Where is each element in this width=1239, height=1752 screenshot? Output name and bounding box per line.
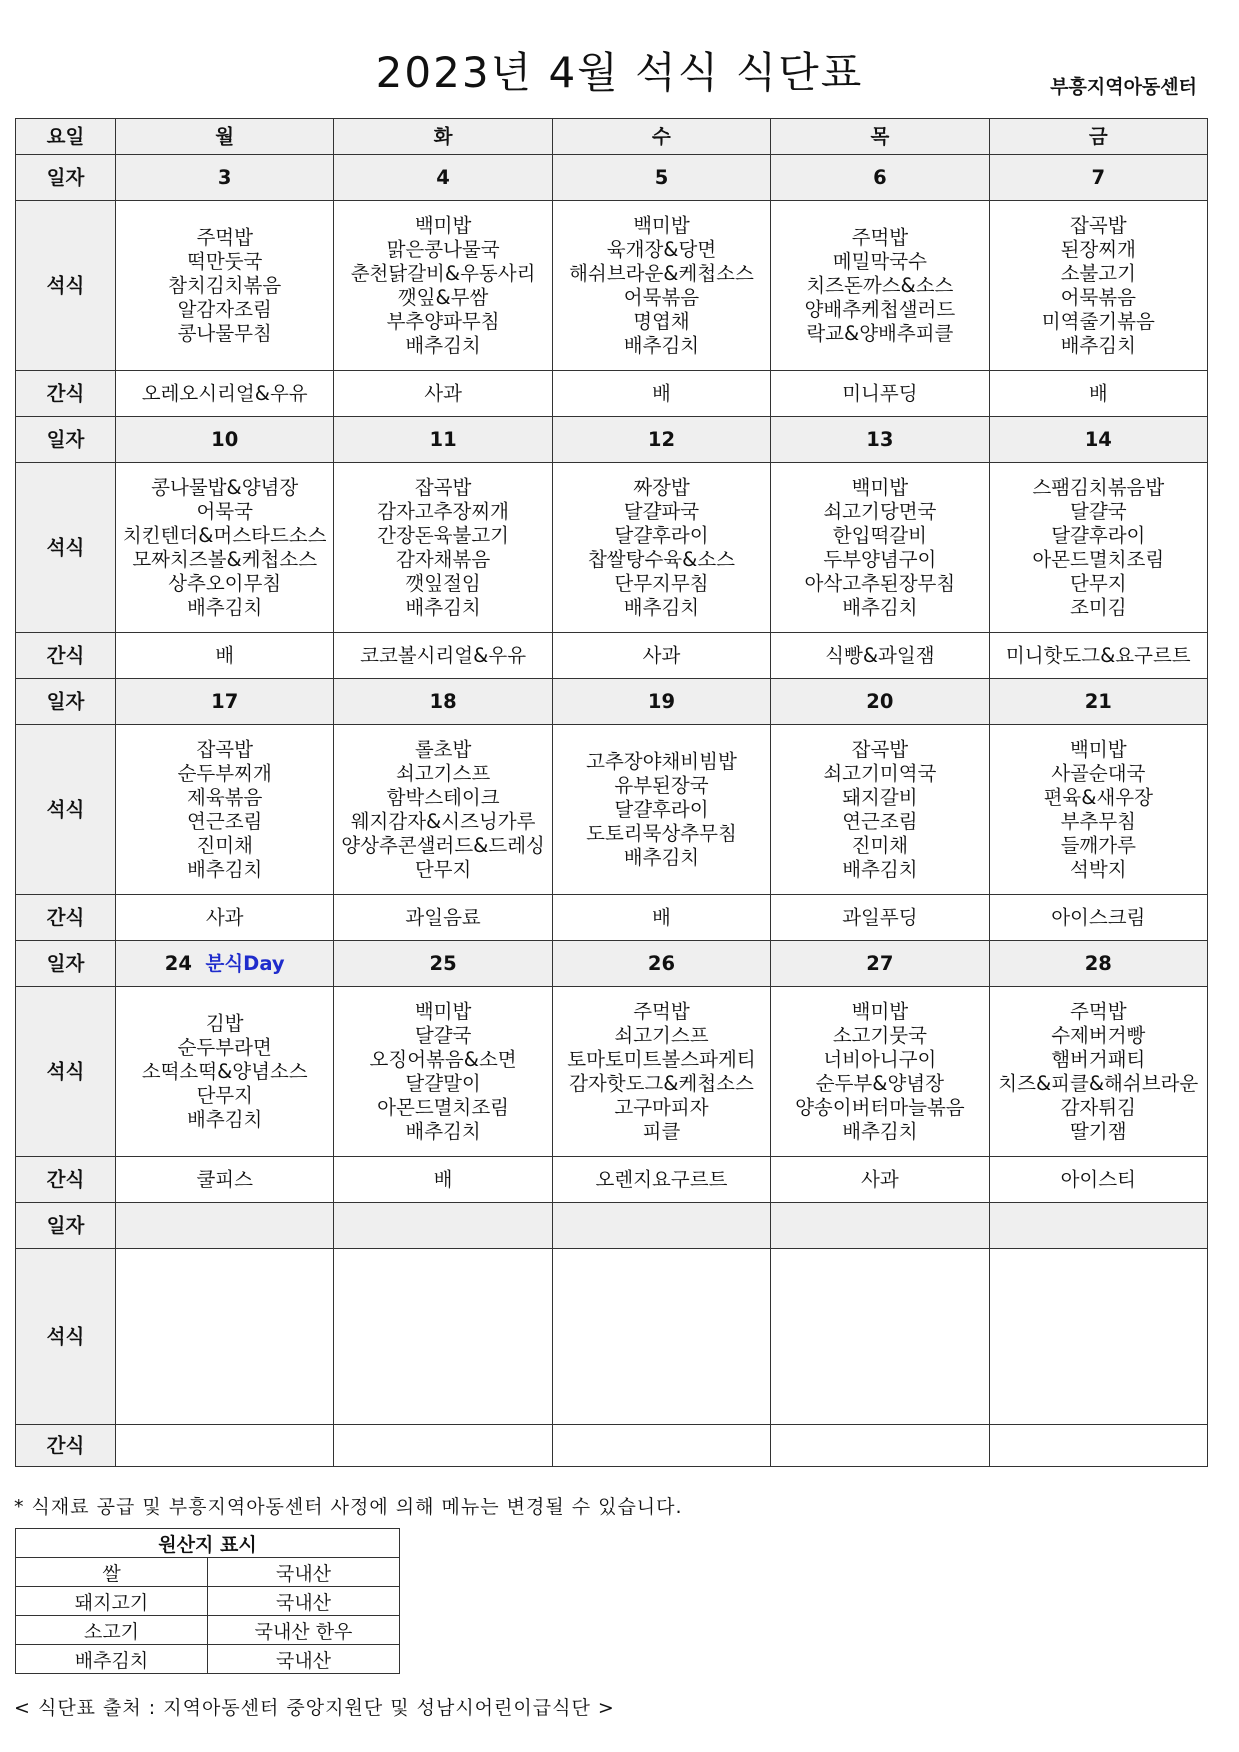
dish-item: 배추김치 <box>842 1119 918 1143</box>
dish-item: 웨지감자&시즈닝가루 <box>350 809 536 833</box>
dish-item: 백미밥 <box>414 999 472 1023</box>
date-number: 20 <box>866 689 894 713</box>
snack-cell: 배 <box>552 895 770 941</box>
dish-item: 배추김치 <box>405 333 481 357</box>
meal-row <box>16 987 1208 1157</box>
snack-cell: 오렌지요구르트 <box>552 1157 770 1203</box>
snack-label: 간식 <box>16 895 116 941</box>
date-cell <box>334 941 552 987</box>
date-cell <box>989 155 1207 201</box>
dish-item: 두부양념구이 <box>823 547 937 571</box>
dish-item: 짜장밥 <box>633 475 690 499</box>
dish-item: 락교&양배추피클 <box>806 321 954 345</box>
dish-item: 콩나물무침 <box>177 321 272 345</box>
snack-row <box>16 895 1208 941</box>
snack-cell: 사과 <box>116 895 334 941</box>
meal-row-empty <box>16 1249 1208 1425</box>
meal-cell-empty <box>771 1249 989 1425</box>
weekday-label: 요일 <box>16 119 116 155</box>
meal-cell <box>771 201 989 371</box>
date-number: 12 <box>647 427 676 451</box>
dish-item: 잡곡밥 <box>851 737 909 761</box>
date-row <box>16 679 1208 725</box>
meal-cell <box>989 201 1207 371</box>
date-number: 17 <box>211 689 239 713</box>
date-cell <box>989 941 1207 987</box>
date-cell-empty <box>771 1203 989 1249</box>
dish-item: 고구마피자 <box>614 1095 709 1119</box>
dish-item: 돼지갈비 <box>842 785 918 809</box>
dish-item: 순두부라면 <box>177 1035 272 1059</box>
meal-label: 석식 <box>16 725 116 895</box>
origin-item: 소고기 <box>16 1616 208 1645</box>
date-number: 25 <box>429 951 457 975</box>
date-number: 7 <box>1091 165 1106 189</box>
date-cell <box>771 155 989 201</box>
dish-item: 조미김 <box>1070 595 1127 619</box>
snack-cell: 과일푸딩 <box>771 895 989 941</box>
date-cell <box>116 155 334 201</box>
dish-item: 고추장야채비빔밥 <box>586 749 737 773</box>
meal-cell <box>552 987 770 1157</box>
snack-cell: 사과 <box>771 1157 989 1203</box>
snack-row <box>16 371 1208 417</box>
date-cell <box>552 679 770 725</box>
dish-item: 함박스테이크 <box>386 785 500 809</box>
snack-cell: 미니핫도그&요구르트 <box>989 633 1207 679</box>
dish-item: 연근조림 <box>842 809 918 833</box>
meal-cell <box>552 201 770 371</box>
dish-item: 치킨텐더&머스타드소스 <box>122 523 327 547</box>
weekday-fri: 금 <box>989 119 1207 155</box>
dish-item: 미역줄기볶음 <box>1041 309 1155 333</box>
origin-row <box>16 1645 400 1674</box>
meal-cell <box>334 725 552 895</box>
date-cell <box>552 155 770 201</box>
dish-item: 진미채 <box>196 833 253 857</box>
dish-item: 알감자조림 <box>177 297 272 321</box>
dish-item: 배추김치 <box>187 595 263 619</box>
origin-table-body <box>16 1529 400 1674</box>
date-cell-empty <box>116 1203 334 1249</box>
organization-name: 부흥지역아동센터 <box>1050 76 1197 98</box>
dish-item: 상추오이무침 <box>168 571 282 595</box>
date-cell <box>989 679 1207 725</box>
date-number: 26 <box>647 951 676 975</box>
dish-item: 도토리묵상추무침 <box>586 821 737 845</box>
date-row <box>16 941 1208 987</box>
dish-item: 달걀파국 <box>623 499 700 523</box>
dish-item: 쇠고기스프 <box>395 761 491 785</box>
meal-cell-empty <box>116 1249 334 1425</box>
origin-country: 국내산 <box>208 1645 400 1674</box>
dish-item: 모짜치즈볼&케첩소스 <box>132 547 318 571</box>
dish-item: 오징어볶음&소면 <box>369 1047 517 1071</box>
meal-cell-empty <box>334 1249 552 1425</box>
meal-row <box>16 463 1208 633</box>
meal-cell <box>771 725 989 895</box>
dish-item: 백미밥 <box>633 213 690 237</box>
meal-cell <box>334 201 552 371</box>
dish-item: 쇠고기미역국 <box>823 761 937 785</box>
snack-cell-empty <box>552 1425 770 1467</box>
snack-cell: 아이스크림 <box>989 895 1207 941</box>
dish-item: 백미밥 <box>851 475 909 499</box>
dish-item: 어묵볶음 <box>1060 285 1136 309</box>
origin-country: 국내산 <box>208 1587 400 1616</box>
dish-item: 쇠고기스프 <box>614 1023 709 1047</box>
meal-cell <box>989 987 1207 1157</box>
date-cell <box>116 679 334 725</box>
date-number: 14 <box>1084 427 1112 451</box>
dish-item: 육개장&당면 <box>606 237 717 261</box>
dish-item: 어묵볶음 <box>623 285 700 309</box>
date-number: 24 <box>164 951 192 975</box>
snack-cell: 쿨피스 <box>116 1157 334 1203</box>
date-cell <box>771 679 989 725</box>
menu-table-body <box>16 119 1208 1467</box>
snack-cell-empty <box>989 1425 1207 1467</box>
origin-header: 원산지 표시 <box>16 1529 400 1558</box>
dish-item: 된장찌개 <box>1060 237 1136 261</box>
dish-item: 소고기뭇국 <box>832 1023 927 1047</box>
snack-cell: 과일음료 <box>334 895 552 941</box>
dish-item: 춘천닭갈비&우동사리 <box>350 261 536 285</box>
dish-item: 달걀국 <box>414 1023 472 1047</box>
date-cell <box>771 417 989 463</box>
date-cell <box>334 679 552 725</box>
dish-item: 한입떡갈비 <box>832 523 927 547</box>
meal-row <box>16 201 1208 371</box>
snack-label: 간식 <box>16 371 116 417</box>
dish-item: 편육&새우장 <box>1043 785 1153 809</box>
menu-table <box>15 118 1208 1467</box>
dish-item: 배추김치 <box>842 857 918 881</box>
date-number: 28 <box>1084 951 1112 975</box>
dish-item: 해쉬브라운&케첩소스 <box>569 261 754 285</box>
dish-item: 부추양파무침 <box>386 309 500 333</box>
meal-cell <box>989 725 1207 895</box>
dish-item: 순두부찌개 <box>177 761 272 785</box>
snack-cell: 사과 <box>552 633 770 679</box>
meal-cell <box>116 201 334 371</box>
snack-cell: 배 <box>116 633 334 679</box>
page-title: 2023년 4월 석식 식단표 <box>375 48 864 97</box>
meal-label: 석식 <box>16 1249 116 1425</box>
dish-item: 양상추콘샐러드&드레싱 <box>341 833 545 857</box>
date-row <box>16 155 1208 201</box>
dish-item: 부추무침 <box>1060 809 1136 833</box>
dish-item: 배추김치 <box>187 1107 263 1131</box>
dish-item: 양송이버터마늘볶음 <box>795 1095 965 1119</box>
date-cell <box>116 941 334 987</box>
meal-cell <box>989 463 1207 633</box>
dish-item: 제육볶음 <box>187 785 263 809</box>
date-cell <box>552 417 770 463</box>
date-label: 일자 <box>16 941 116 987</box>
dish-item: 잡곡밥 <box>196 737 253 761</box>
date-cell <box>771 941 989 987</box>
snack-label: 간식 <box>16 1157 116 1203</box>
snack-cell: 배 <box>989 371 1207 417</box>
dish-item: 맑은콩나물국 <box>386 237 500 261</box>
meal-cell <box>116 725 334 895</box>
change-notice: * 식재료 공급 및 부흥지역아동센터 사정에 의해 메뉴는 변경될 수 있습니다. <box>14 1496 683 1518</box>
dish-item: 주먹밥 <box>196 225 253 249</box>
snack-cell-empty <box>116 1425 334 1467</box>
dish-item: 진미채 <box>851 833 909 857</box>
dish-item: 토마토미트볼스파게티 <box>567 1047 756 1071</box>
date-cell <box>116 417 334 463</box>
dish-item: 아삭고추된장무침 <box>804 571 956 595</box>
origin-item: 돼지고기 <box>16 1587 208 1616</box>
date-number: 18 <box>429 689 457 713</box>
date-cell <box>334 155 552 201</box>
snack-cell: 오레오시리얼&우유 <box>116 371 334 417</box>
origin-header-row <box>16 1529 400 1558</box>
date-number: 5 <box>654 165 669 189</box>
weekday-wed: 수 <box>552 119 770 155</box>
snack-cell: 미니푸딩 <box>771 371 989 417</box>
origin-country: 국내산 한우 <box>208 1616 400 1645</box>
snack-row <box>16 633 1208 679</box>
dish-item: 배추김치 <box>187 857 263 881</box>
dish-item: 배추김치 <box>623 845 700 869</box>
weekday-tue: 화 <box>334 119 552 155</box>
dish-item: 달걀말이 <box>405 1071 481 1095</box>
snack-cell: 아이스티 <box>989 1157 1207 1203</box>
date-label: 일자 <box>16 679 116 725</box>
date-number: 21 <box>1084 689 1112 713</box>
meal-cell <box>552 725 770 895</box>
meal-label: 석식 <box>16 201 116 371</box>
dish-item: 주먹밥 <box>851 225 909 249</box>
dish-item: 잡곡밥 <box>1070 213 1127 237</box>
meal-cell <box>116 463 334 633</box>
dish-item: 잡곡밥 <box>414 475 472 499</box>
meal-cell <box>116 987 334 1157</box>
dish-item: 배추김치 <box>623 333 700 357</box>
dish-item: 단무지 <box>196 1083 253 1107</box>
meal-cell-empty <box>552 1249 770 1425</box>
origin-row <box>16 1558 400 1587</box>
dish-item: 스팸김치볶음밥 <box>1032 475 1165 499</box>
dish-item: 명엽채 <box>633 309 690 333</box>
dish-item: 유부된장국 <box>614 773 709 797</box>
dish-item: 백미밥 <box>851 999 909 1023</box>
snack-row <box>16 1157 1208 1203</box>
dish-item: 아몬드멸치조림 <box>377 1095 510 1119</box>
dish-item: 딸기잼 <box>1070 1119 1127 1143</box>
meal-cell <box>552 463 770 633</box>
dish-item: 순두부&양념장 <box>815 1071 944 1095</box>
dish-item: 소불고기 <box>1060 261 1136 285</box>
origin-row <box>16 1616 400 1645</box>
dish-item: 배추김치 <box>405 1119 481 1143</box>
snack-cell: 식빵&과일잼 <box>771 633 989 679</box>
dish-item: 간장돈육불고기 <box>377 523 510 547</box>
snack-label: 간식 <box>16 633 116 679</box>
date-number: 19 <box>647 689 676 713</box>
dish-item: 햄버거패티 <box>1051 1047 1146 1071</box>
meal-row <box>16 725 1208 895</box>
date-cell <box>989 417 1207 463</box>
dish-item: 배추김치 <box>623 595 700 619</box>
date-cell-empty <box>552 1203 770 1249</box>
dish-item: 찹쌀탕수육&소스 <box>587 547 736 571</box>
meal-label: 석식 <box>16 987 116 1157</box>
snack-cell-empty <box>771 1425 989 1467</box>
dish-item: 치즈돈까스&소스 <box>806 273 954 297</box>
dish-item: 주먹밥 <box>633 999 690 1023</box>
meal-label: 석식 <box>16 463 116 633</box>
date-cell <box>334 417 552 463</box>
origin-item: 쌀 <box>16 1558 208 1587</box>
dish-item: 양배추케첩샐러드 <box>804 297 956 321</box>
dish-item: 쇠고기당면국 <box>823 499 937 523</box>
menu-source: < 식단표 출처 : 지역아동센터 중앙지원단 및 성남시어린이급식단 > <box>14 1697 615 1719</box>
dish-item: 콩나물밥&양념장 <box>151 475 299 499</box>
weekday-thu: 목 <box>771 119 989 155</box>
dish-item: 단무지 <box>1070 571 1127 595</box>
dish-item: 소떡소떡&양념소스 <box>141 1059 308 1083</box>
origin-table <box>15 1528 400 1674</box>
dish-item: 배추김치 <box>842 595 918 619</box>
dish-item: 달걀국 <box>1070 499 1127 523</box>
dish-item: 치즈&피클&해쉬브라운 <box>998 1071 1199 1095</box>
date-number: 27 <box>866 951 894 975</box>
date-number: 3 <box>217 165 232 189</box>
dish-item: 주먹밥 <box>1070 999 1127 1023</box>
date-label: 일자 <box>16 417 116 463</box>
snack-row-empty <box>16 1425 1208 1467</box>
date-number: 13 <box>866 427 894 451</box>
dish-item: 너비아니구이 <box>823 1047 937 1071</box>
origin-item: 배추김치 <box>16 1645 208 1674</box>
weekday-header-row <box>16 119 1208 155</box>
meal-cell-empty <box>989 1249 1207 1425</box>
date-cell-empty <box>989 1203 1207 1249</box>
date-number: 6 <box>873 165 887 189</box>
origin-row <box>16 1587 400 1616</box>
dish-item: 깻잎절임 <box>405 571 481 595</box>
snack-cell-empty <box>334 1425 552 1467</box>
weekday-mon: 월 <box>116 119 334 155</box>
dish-item: 롤초밥 <box>414 737 472 761</box>
dish-item: 단무지무침 <box>614 571 709 595</box>
dish-item: 들깨가루 <box>1060 833 1136 857</box>
date-cell <box>552 941 770 987</box>
dish-item: 배추김치 <box>1060 333 1136 357</box>
dish-item: 떡만둣국 <box>187 249 263 273</box>
meal-cell <box>334 987 552 1157</box>
snack-label: 간식 <box>16 1425 116 1467</box>
dish-item: 달걀후라이 <box>614 523 709 547</box>
meal-cell <box>334 463 552 633</box>
dish-item: 어묵국 <box>196 499 253 523</box>
date-cell-empty <box>334 1203 552 1249</box>
date-number: 4 <box>436 165 450 189</box>
snack-cell: 사과 <box>334 371 552 417</box>
dish-item: 백미밥 <box>414 213 472 237</box>
date-number: 10 <box>211 427 239 451</box>
date-row <box>16 417 1208 463</box>
dish-item: 감자채볶음 <box>395 547 491 571</box>
snack-cell: 배 <box>334 1157 552 1203</box>
date-label: 일자 <box>16 1203 116 1249</box>
dish-item: 감자튀김 <box>1060 1095 1136 1119</box>
snack-cell: 배 <box>552 371 770 417</box>
dish-item: 깻잎&무쌈 <box>397 285 489 309</box>
dish-item: 연근조림 <box>187 809 263 833</box>
date-row-empty <box>16 1203 1208 1249</box>
dish-item: 김밥 <box>205 1011 244 1035</box>
bunsik-day-tag: 분식Day <box>205 951 285 975</box>
meal-cell <box>771 987 989 1157</box>
snack-cell: 코코볼시리얼&우유 <box>334 633 552 679</box>
dish-item: 석박지 <box>1070 857 1127 881</box>
dish-item: 배추김치 <box>405 595 481 619</box>
dish-item: 감자핫도그&케첩소스 <box>569 1071 754 1095</box>
dish-item: 단무지 <box>414 857 472 881</box>
dish-item: 달걀후라이 <box>1051 523 1146 547</box>
dish-item: 수제버거빵 <box>1051 1023 1146 1047</box>
meal-cell <box>771 463 989 633</box>
dish-item: 감자고추장찌개 <box>377 499 510 523</box>
dish-item: 아몬드멸치조림 <box>1032 547 1165 571</box>
dish-item: 참치김치볶음 <box>168 273 282 297</box>
date-number: 11 <box>429 427 457 451</box>
dish-item: 피클 <box>642 1119 681 1143</box>
dish-item: 사골순대국 <box>1051 761 1146 785</box>
origin-country: 국내산 <box>208 1558 400 1587</box>
dish-item: 백미밥 <box>1070 737 1127 761</box>
dish-item: 달걀후라이 <box>614 797 709 821</box>
dish-item: 메밀막국수 <box>832 249 927 273</box>
date-label: 일자 <box>16 155 116 201</box>
